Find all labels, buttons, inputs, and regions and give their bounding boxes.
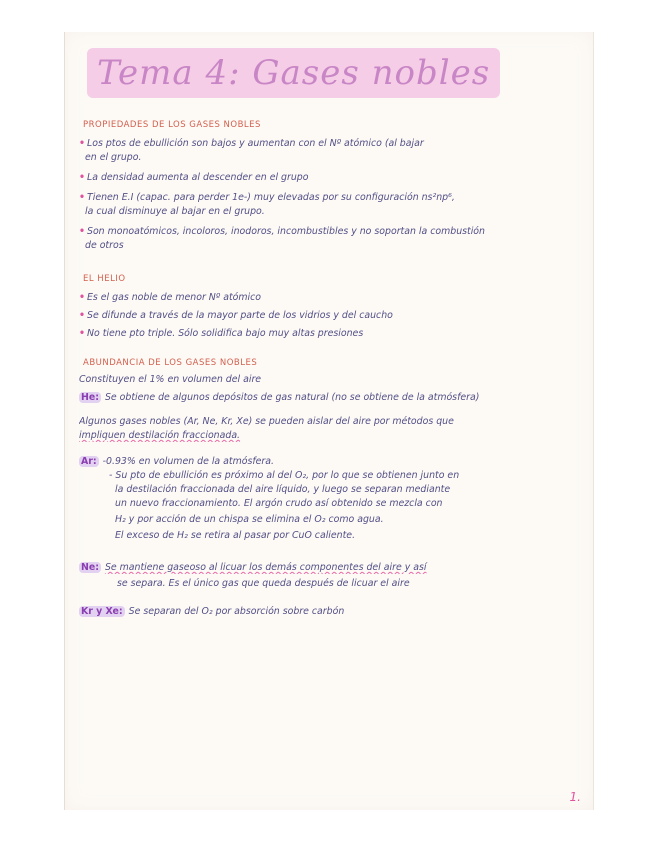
paragraph-ar-line: un nuevo fraccionamiento. El argón crudo así obtenido se mezcla con — [115, 498, 443, 509]
list-item-continuation: en el grupo. — [85, 152, 142, 163]
paragraph: Algunos gases nobles (Ar, Ne, Kr, Xe) se pueden aislar del aire por métodos que — [79, 416, 454, 427]
list-item: • Se difunde a través de la mayor parte de los vidrios y del caucho — [79, 310, 393, 321]
list-item: • Los ptos de ebullición son bajos y aumentan con el Nº atómico (al bajar — [79, 138, 424, 149]
section-heading-helio: EL HELIO — [83, 274, 126, 284]
paragraph-ar-line: la destilación fraccionada del aire líquido, y luego se separan mediante — [115, 484, 451, 495]
paragraph-ar-line: El exceso de H₂ se retira al pasar por CuO caliente. — [115, 530, 356, 541]
paragraph-ar: Ar: -0.93% en volumen de la atmósfera. — [81, 456, 274, 467]
paragraph: impliquen destilación fraccionada. — [79, 430, 241, 441]
paragraph-he: He: Se obtiene de algunos depósitos de gas natural (no se obtiene de la atmósfera) — [81, 392, 480, 403]
page-number: 1. — [569, 790, 581, 804]
paragraph-ne-line: se separa. Es el único gas que queda después de licuar el aire — [117, 578, 410, 589]
paragraph-krxe: Kr y Xe: Se separan del O₂ por absorción sobre carbón — [81, 606, 345, 617]
paragraph-ar-line: - Su pto de ebullición es próximo al del O₂, por lo que se obtienen junto en — [109, 470, 460, 481]
section-heading-abundancia: ABUNDANCIA DE LOS GASES NOBLES — [83, 358, 258, 368]
page-title: Tema 4: Gases nobles — [87, 48, 500, 98]
paragraph-ne: Ne: Se mantiene gaseoso al licuar los demás componentes del aire y así — [81, 562, 427, 573]
list-item: • La densidad aumenta al descender en el grupo — [79, 172, 309, 183]
paragraph-ar-line: H₂ y por acción de un chispa se elimina el O₂ como agua. — [115, 514, 384, 525]
list-item-continuation: de otros — [85, 240, 124, 251]
list-item: • Tienen E.I (capac. para perder 1e-) muy elevadas por su configuración ns²np⁶, — [79, 192, 455, 203]
list-item: • No tiene pto triple. Sólo solidifica bajo muy altas presiones — [79, 328, 364, 339]
list-item: • Son monoatómicos, incoloros, inodoros, incombustibles y no soportan la combustión — [79, 226, 485, 237]
section-heading-propiedades: PROPIEDADES DE LOS GASES NOBLES — [83, 120, 261, 130]
list-item-continuation: la cual disminuye al bajar en el grupo. — [85, 206, 265, 217]
list-item: • Es el gas noble de menor Nº atómico — [79, 292, 261, 303]
paragraph: Constituyen el 1% en volumen del aire — [79, 374, 262, 385]
notebook-page — [64, 32, 594, 810]
